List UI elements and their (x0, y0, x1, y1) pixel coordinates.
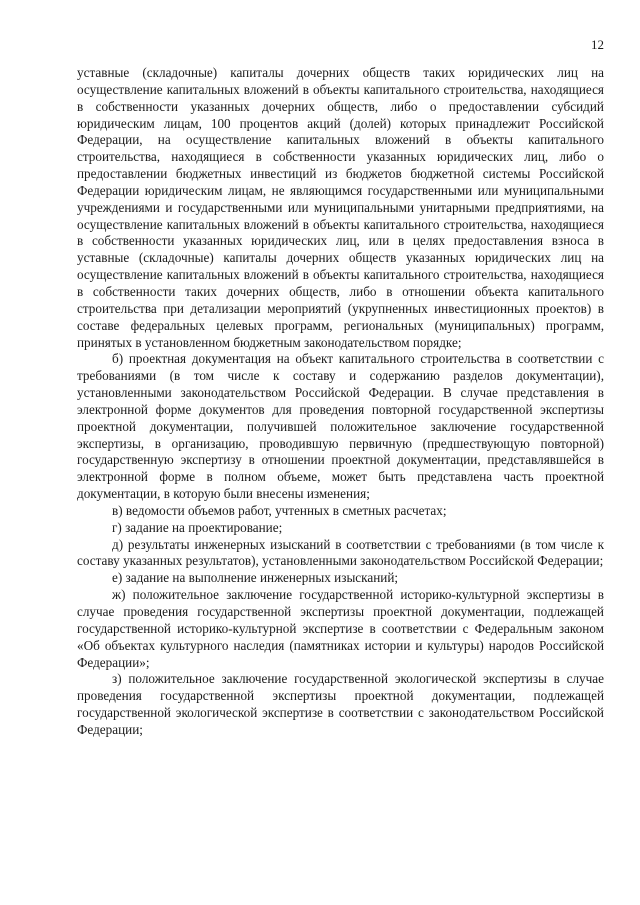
paragraph-item-g: г) задание на проектирование; (112, 519, 283, 535)
document-body (77, 65, 604, 739)
paragraph-item-v: в) ведомости объемов работ, учтенных в сметных расчетах; (112, 502, 447, 518)
paragraph-continuation: уставные (складочные) капиталы дочерних обществ таких юридических лиц на осуществление капитальных вложений в объекты капитального строительства, находящиеся в собственности указанных дочерних обществ, либо о предоставлении субсидий юридическим лицам, 100 процентов акций (долей) которых принадлежит Российской Федерации, на осуществление капитальных вложений в объекты капитального строительства, находящиеся в собственности указанных юридических лиц, либо о предоставлении бюджетных инвестиций из бюджетов бюджетной системы Российской Федерации юридическим лицам, не являющимся государственными или муниципальными учреждениями и государственными или муниципальными унитарными предприятиями, на осуществление капитальных вложений в объекты капитального строительства, находящиеся в собственности указанных юридических лиц, или в целях предоставления взноса в уставные (складочные) капиталы дочерних обществ указанных юридических лиц на осуществление капитальных вложений в объекты капитального строительства, находящиеся в собственности таких дочерних обществ, либо в отношении объекта капитального строительства при детализации мероприятий (укрупненных инвестиционных проектов) в составе федеральных целевых программ, региональных (муниципальных) программ, принятых в установленном бюджетным законодательством порядке; (77, 65, 604, 350)
paragraph-item-d: д) результаты инженерных изысканий в соответствии с требованиями (в том числе к составу указанных результатов), установленными законодательством Российской Федерации; (77, 536, 604, 569)
paragraph-item-zh: ж) положительное заключение государственной историко-культурной экспертизы в случае проведения государственной экспертизы проектной документации, подлежащей государственной историко-культурной экспертизе в соответствии с Федеральным законом «Об объектах культурного наследия (памятниках истории и культуры) народов Российской Федерации»; (77, 587, 604, 670)
page-number: 12 (591, 37, 604, 52)
paragraph-item-z: з) положительное заключение государственной экологической экспертизы в случае проведения государственной экспертизы проектной документации, подлежащей государственной экологической экспертизе в соответствии с законодательством Российской Федерации; (77, 671, 604, 737)
paragraph-item-b: б) проектная документация на объект капитального строительства в соответствии с требованиями (в том числе к составу и содержанию разделов документации), установленными законодательством Российской Федерации. В случае представления в электронной форме документов для проведения повторной государственной экспертизы проектной документации, получившей положительное заключение государственной экспертизы, в организацию, проводившую первичную (предшествующую повторной) государственную экспертизу в отношении проектной документации, представлявшейся в электронной форме в полном объеме, может быть представлена часть проектной документации, в которую были внесены изменения; (77, 351, 604, 502)
paragraph-item-e: е) задание на выполнение инженерных изысканий; (112, 570, 399, 586)
